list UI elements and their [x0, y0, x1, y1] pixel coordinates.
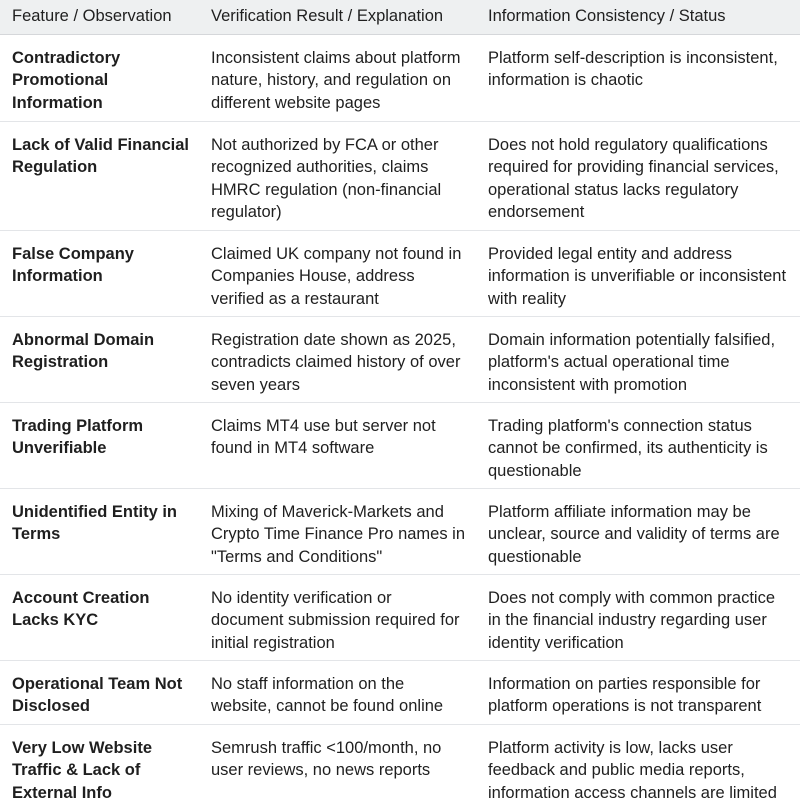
verification-cell: Registration date shown as 2025, contradicts claimed history of over seven years — [199, 316, 476, 402]
feature-cell: Operational Team Not Disclosed — [0, 660, 199, 724]
status-cell: Information on parties responsible for platform operations is not transparent — [476, 660, 800, 724]
status-cell: Platform activity is low, lacks user feedback and public media reports, information access channels are limited — [488, 738, 777, 802]
status-cell: Platform self-description is inconsistent, information is chaotic — [476, 34, 800, 121]
feature-cell: Lack of Valid Financial Regulation — [0, 121, 199, 230]
verification-cell: No identity verification or document submission required for initial registration — [199, 574, 476, 660]
table-row — [0, 488, 800, 574]
feature-cell: Very Low Website Traffic & Lack of External Info — [12, 738, 152, 802]
status-cell: Domain information potentially falsified, platform's actual operational time inconsistent with promotion — [476, 316, 800, 402]
column-header-feature: Feature / Observation — [0, 0, 199, 34]
status-cell: Does not comply with common practice in the financial industry regarding user identity verification — [476, 574, 800, 660]
table-header — [0, 0, 800, 34]
feature-cell: Abnormal Domain Registration — [0, 316, 199, 402]
status-cell: Trading platform's connection status cannot be confirmed, its authenticity is questionable — [476, 402, 800, 488]
column-header-verification: Verification Result / Explanation — [199, 0, 476, 34]
table-row — [0, 724, 800, 806]
table-body — [0, 34, 800, 806]
feature-cell: Contradictory Promotional Information — [0, 34, 199, 121]
column-header-status: Information Consistency / Status — [476, 0, 800, 34]
feature-cell: False Company Information — [0, 230, 199, 316]
table-row — [0, 316, 800, 402]
status-cell: Does not hold regulatory qualifications required for providing financial services, operational status lacks regulatory endorsement — [476, 121, 800, 230]
table-row — [0, 660, 800, 724]
verification-cell: Semrush traffic <100/month, no user reviews, no news reports — [211, 738, 442, 779]
table-row — [0, 121, 800, 230]
verification-cell: Claimed UK company not found in Companies House, address verified as a restaurant — [199, 230, 476, 316]
table-row — [0, 230, 800, 316]
verification-cell: Mixing of Maverick-Markets and Crypto Time Finance Pro names in "Terms and Conditions" — [199, 488, 476, 574]
verification-cell: No staff information on the website, cannot be found online — [199, 660, 476, 724]
status-cell: Provided legal entity and address information is unverifiable or inconsistent with reality — [476, 230, 800, 316]
feature-cell: Trading Platform Unverifiable — [0, 402, 199, 488]
feature-cell: Account Creation Lacks KYC — [0, 574, 199, 660]
verification-cell: Inconsistent claims about platform nature, history, and regulation on different website pages — [199, 34, 476, 121]
verification-cell: Not authorized by FCA or other recognized authorities, claims HMRC regulation (non-financial regulator) — [199, 121, 476, 230]
table-row — [0, 574, 800, 660]
header-row — [0, 0, 800, 34]
verification-cell: Claims MT4 use but server not found in MT4 software — [199, 402, 476, 488]
status-cell: Platform affiliate information may be unclear, source and validity of terms are questionable — [476, 488, 800, 574]
table-row — [0, 402, 800, 488]
table-row — [0, 34, 800, 121]
feature-cell: Unidentified Entity in Terms — [0, 488, 199, 574]
